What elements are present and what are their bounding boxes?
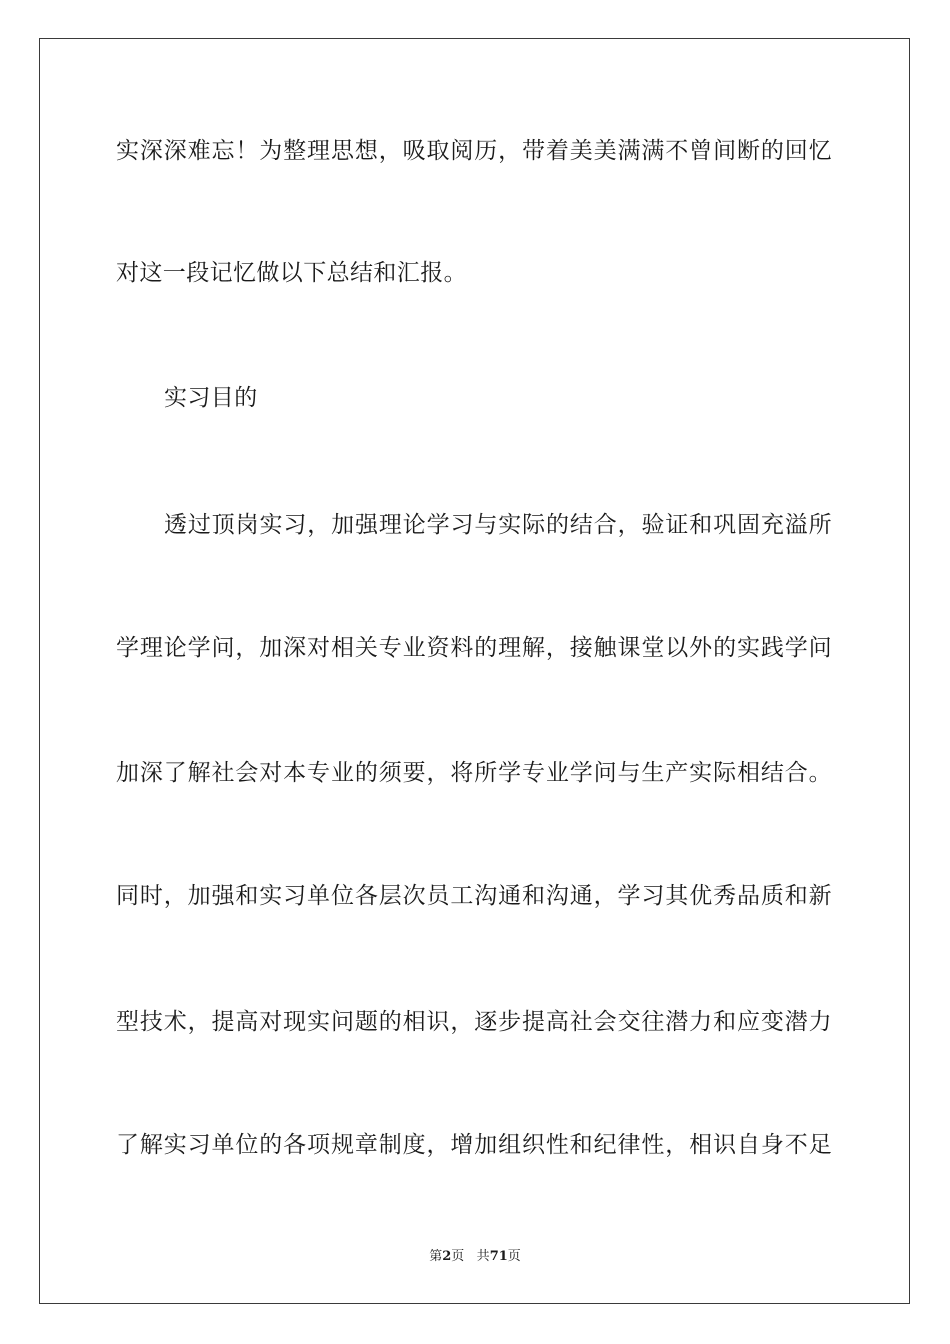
body-line-3: 透过顶岗实习，加强理论学习与实际的结合，验证和巩固充溢所 xyxy=(164,512,832,538)
body-line-4: 学理论学问，加深对相关专业资料的理解，接触课堂以外的实践学问 xyxy=(116,635,832,661)
body-line-8: 了解实习单位的各项规章制度，增加组织性和纪律性，相识自身不足 xyxy=(116,1132,832,1158)
total-prefix: 共 xyxy=(476,1249,490,1264)
total-pages: 71 xyxy=(489,1249,508,1264)
page-number: 2 xyxy=(442,1249,452,1264)
page-prefix: 第 xyxy=(429,1249,443,1264)
body-line-7: 型技术，提高对现实问题的相识，逐步提高社会交往潜力和应变潜力 xyxy=(116,1009,832,1035)
total-suffix: 页 xyxy=(507,1249,521,1264)
page-border xyxy=(39,38,910,1304)
page-footer xyxy=(0,1248,950,1266)
body-line-6: 同时，加强和实习单位各层次员工沟通和沟通，学习其优秀品质和新 xyxy=(116,883,832,909)
body-line-2: 对这一段记忆做以下总结和汇报。 xyxy=(116,260,467,286)
body-line-1: 实深深难忘！为整理思想，吸取阅历，带着美美满满不曾间断的回忆 xyxy=(116,138,832,164)
body-line-5: 加深了解社会对本专业的须要，将所学专业学问与生产实际相结合。 xyxy=(116,760,832,786)
page-suffix: 页 xyxy=(451,1249,465,1264)
section-heading: 实习目的 xyxy=(164,385,258,411)
